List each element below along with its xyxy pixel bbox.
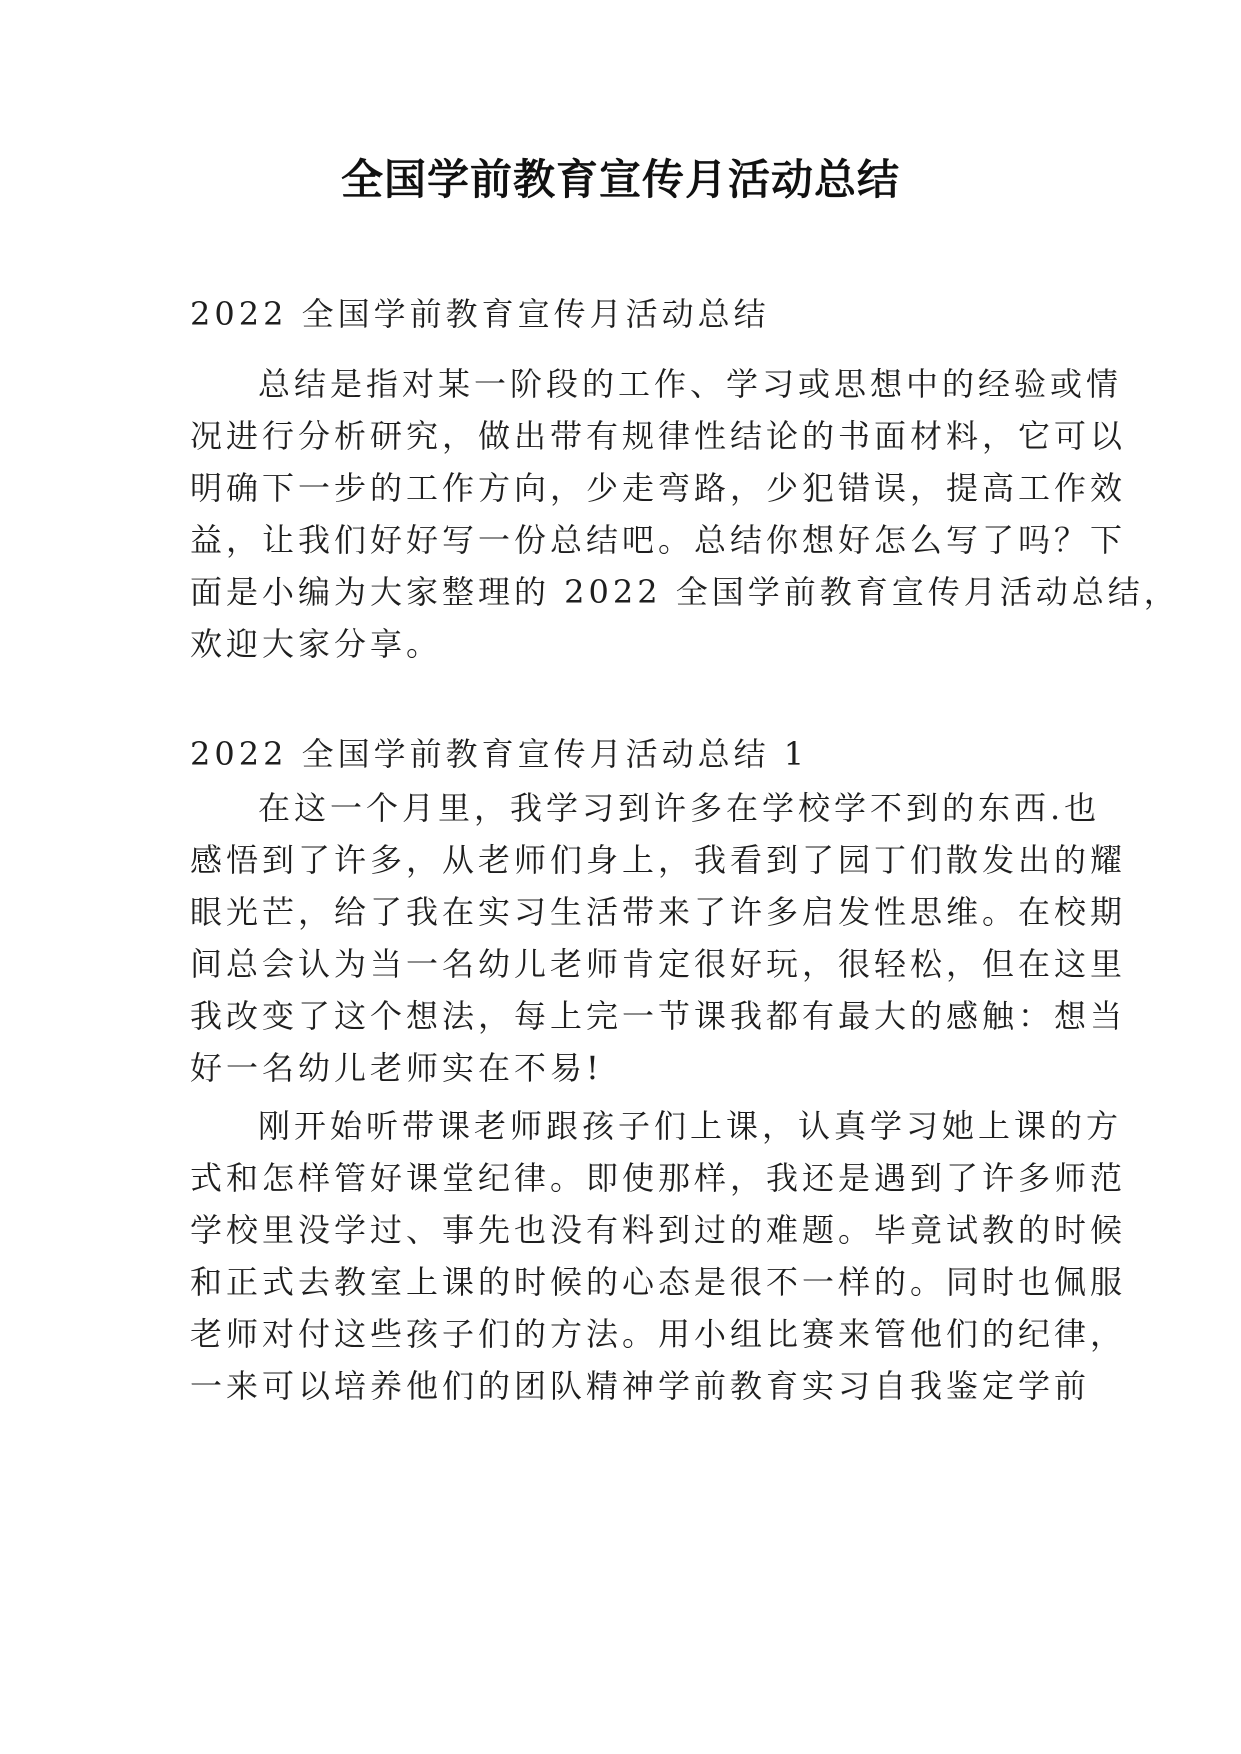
document-subtitle: 2022 全国学前教育宣传月活动总结 bbox=[190, 295, 770, 333]
intro-line-6: 欢迎大家分享。 bbox=[190, 625, 443, 663]
paragraph-2-line-2: 式和怎样管好课堂纪律。即使那样，我还是遇到了许多师范 bbox=[190, 1159, 1127, 1197]
paragraph-1-line-1: 在这一个月里，我学习到许多在学校学不到的东西.也 bbox=[258, 789, 1101, 827]
intro-line-3: 明确下一步的工作方向，少走弯路，少犯错误，提高工作效 bbox=[190, 469, 1127, 507]
paragraph-1-line-6: 好一名幼儿老师实在不易! bbox=[190, 1049, 603, 1087]
document-title: 全国学前教育宣传月活动总结 bbox=[340, 155, 900, 204]
section-heading: 2022 全国学前教育宣传月活动总结 1 bbox=[190, 735, 809, 773]
intro-line-5: 面是小编为大家整理的 2022 全国学前教育宣传月活动总结， bbox=[190, 573, 1180, 611]
paragraph-2-line-3: 学校里没学过、事先也没有料到过的难题。毕竟试教的时候 bbox=[190, 1211, 1127, 1249]
paragraph-1-line-2: 感悟到了许多，从老师们身上，我看到了园丁们散发出的耀 bbox=[190, 841, 1127, 879]
paragraph-1-line-5: 我改变了这个想法，每上完一节课我都有最大的感触：想当 bbox=[190, 997, 1127, 1035]
intro-line-4: 益，让我们好好写一份总结吧。总结你想好怎么写了吗？下 bbox=[190, 521, 1127, 559]
intro-line-2: 况进行分析研究，做出带有规律性结论的书面材料，它可以 bbox=[190, 417, 1127, 455]
intro-line-1: 总结是指对某一阶段的工作、学习或思想中的经验或情 bbox=[258, 365, 1123, 403]
paragraph-2-line-6: 一来可以培养他们的团队精神学前教育实习自我鉴定学前 bbox=[190, 1367, 1091, 1405]
paragraph-1-line-3: 眼光芒，给了我在实习生活带来了许多启发性思维。在校期 bbox=[190, 893, 1127, 931]
paragraph-2-line-4: 和正式去教室上课的时候的心态是很不一样的。同时也佩服 bbox=[190, 1263, 1127, 1301]
paragraph-2-line-1: 刚开始听带课老师跟孩子们上课，认真学习她上课的方 bbox=[258, 1107, 1123, 1145]
paragraph-2-line-5: 老师对付这些孩子们的方法。用小组比赛来管他们的纪律， bbox=[190, 1315, 1127, 1353]
paragraph-1-line-4: 间总会认为当一名幼儿老师肯定很好玩，很轻松，但在这里 bbox=[190, 945, 1127, 983]
